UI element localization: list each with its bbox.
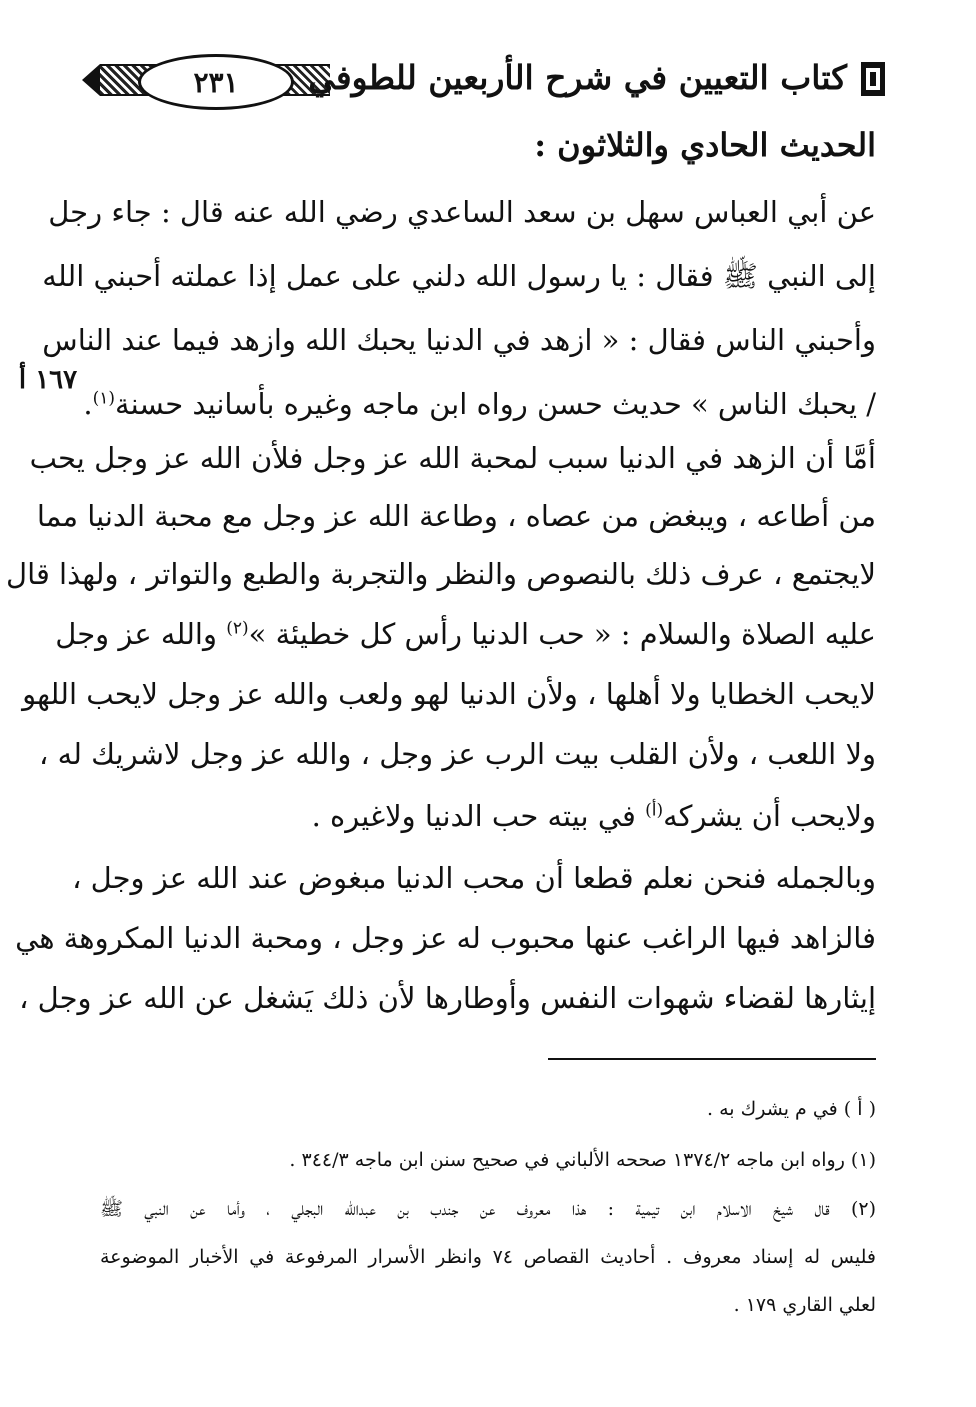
section-heading: الحديث الحادي والثلاثون : [534,126,876,164]
text-segment: عليه الصلاة والسلام : « حب الدنيا رأس كل خطيئة » [248,617,876,651]
footnote: ( أ ) في م يشرك به . [707,1098,876,1120]
text-line: وبالجمله فنحن نعلم قطعا أن محب الدنيا مبغوض عند الله عز وجل ، [72,861,876,895]
text-line: لايجتمع ، عرف ذلك بالنصوص والنظر والتجربة والطبع والتواتر ، ولهذا قال [6,557,876,591]
text-line: عن أبي العباس سهل بن سعد الساعدي رضي الله عنه قال : جاء رجل [48,195,876,229]
text-line: وأحبني الناس فقال : « ازهد في الدنيا يحبك الله وازهد فيما عند الناس [42,323,876,357]
text-line: / يحبك الناس » حديث حسن رواه ابن ماجه وغيره بأسانيد حسنة$^{(١)}$. [83,387,876,421]
page-number: ٢٣١ [138,54,294,110]
text-segment: ولايحب أن يشركه [663,799,876,833]
footnote-separator [548,1058,876,1060]
footnote-ref: (٢) [226,618,249,639]
manuscript-folio-note: ١٦٧ أ [18,365,78,395]
text-segment: في بيته حب الدنيا ولاغيره . [311,799,636,833]
footnote: (٢) قال شيخ الاسلام ابن تيمية : هذا معروف عن جندب بن عبدالله البجلي ، وأما عن النبي ﷺ [100,1198,876,1220]
text-line: من أطاعه ، ويبغض من عصاه ، وطاعة الله عز وجل مع محبة الدنيا مما [36,499,876,533]
text-line [55,604,876,664]
footnote: لعلي القاري ١٧٩ . [733,1294,876,1316]
text-line: ولا اللعب ، ولأن القلب بيت الرب عز وجل ، والله عز وجل لاشريك له ، [38,737,876,771]
text-line: إيثارها لقضاء شهوات النفس وأوطارها لأن ذلك يَشغل عن الله عز وجل ، [19,981,876,1015]
footnote-ref: (١) [92,388,116,409]
text-line: لايحب الخطايا ولا أهلها ، ولأن الدنيا لهو ولعب والله عز وجل لايحب اللهو [22,677,876,711]
footnote: (١) رواه ابن ماجه ١٣٧٤/٢ صححه الألباني في صحيح سنن ابن ماجه ٣٤٤/٣ . [289,1149,876,1171]
footnote: فليس له إسناد معروف . أحاديث القصاص ٧٤ وانظر الأسرار المرفوعة في الأخبار الموضوعة [100,1246,877,1268]
header-ornament-icon [861,62,885,96]
text-line [100,786,876,846]
footnote-ref: (أ) [645,800,664,821]
running-title: كتاب التعيين في شرح الأربعين للطوفي [308,58,847,97]
text-line: فالزاهد فيها الراغب عنها محبوب له عز وجل ، ومحبة الدنيا المكروهة هي [15,921,876,955]
text-line: أمَّا أن الزهد في الدنيا سبب لمحبة الله عز وجل فلأن الله عز وجل يحب [29,441,876,475]
page-header [100,42,885,112]
text-segment: / يحبك الناس » حديث حسن رواه ابن ماجه وغيره بأسانيد حسنة [115,387,876,421]
text-line: إلى النبي ﷺ فقال : يا رسول الله دلني على عمل إذا عملته أحبني الله [42,259,876,293]
text-segment: والله عز وجل [55,617,217,651]
